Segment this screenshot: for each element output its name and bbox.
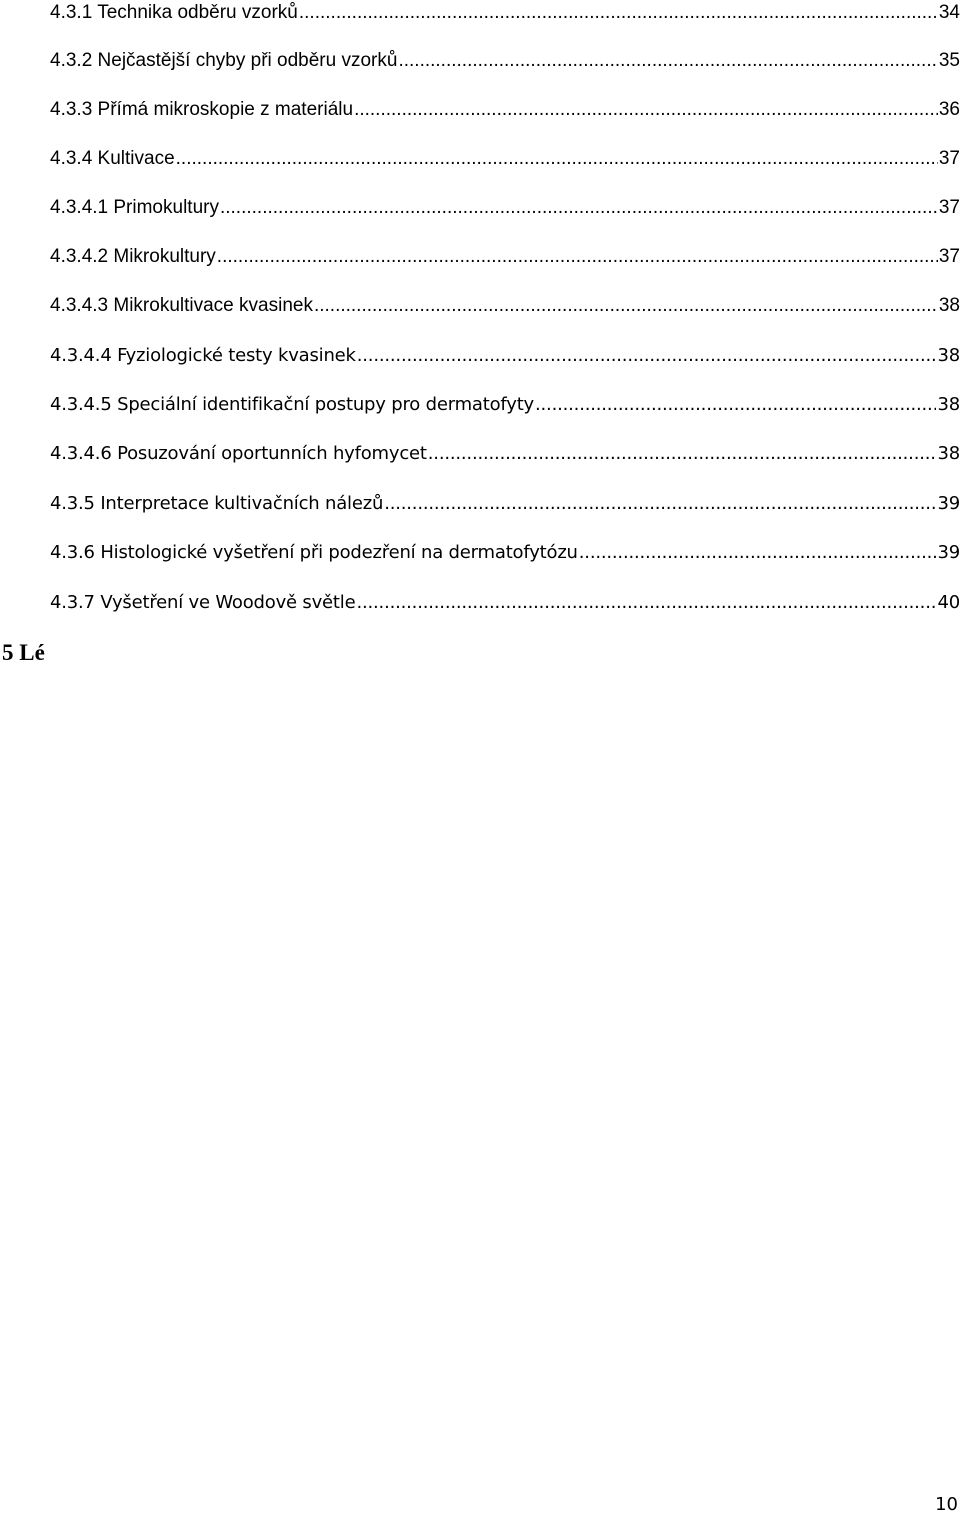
toc-entry-title: 4.3.4.2 Mikrokultury	[50, 246, 216, 267]
toc-entry-page: 38	[937, 443, 960, 464]
toc-entry[interactable]	[50, 291, 960, 321]
toc-dot-leader	[217, 242, 938, 272]
toc-dot-leader	[535, 390, 936, 420]
toc-entry-page: 37	[938, 148, 960, 169]
toc-entry-page: 36	[938, 99, 960, 120]
toc-entry[interactable]	[50, 538, 960, 568]
toc-entry-page: 37	[938, 197, 960, 218]
toc-entry-page: 38	[938, 295, 960, 316]
toc-entry[interactable]	[50, 341, 960, 371]
toc-dot-leader	[357, 341, 937, 371]
toc-entry-page: 34	[938, 2, 960, 23]
toc-entry[interactable]	[50, 242, 960, 272]
toc-entry[interactable]	[50, 390, 960, 420]
toc-entry[interactable]	[50, 439, 960, 469]
toc-entry-page: 39	[937, 542, 960, 563]
toc-entry[interactable]	[50, 144, 960, 174]
toc-entry[interactable]	[50, 193, 960, 223]
toc-entry[interactable]	[50, 0, 960, 28]
toc-entry[interactable]	[50, 489, 960, 519]
toc-dot-leader	[579, 538, 937, 568]
toc-entry-title: 4.3.6 Histologické vyšetření při podezření na dermatofytózu	[50, 542, 578, 563]
toc-entry-page: 38	[937, 394, 960, 415]
toc-entry-page: 37	[938, 246, 960, 267]
toc-entry-page: 40	[937, 592, 960, 613]
page-number: 10	[935, 1494, 958, 1515]
toc-entry-title: 4.3.4.5 Speciální identifikační postupy pro dermatofyty	[50, 394, 535, 415]
toc-dot-leader	[220, 193, 938, 223]
toc-entry-title: 4.3.4.3 Mikrokultivace kvasinek	[50, 295, 313, 316]
toc-dot-leader	[428, 439, 937, 469]
toc-entry[interactable]	[50, 46, 960, 76]
toc-entry-page: 35	[938, 50, 960, 71]
toc-entry-title: 4.3.4.1 Primokultury	[50, 197, 219, 218]
toc-dot-leader	[384, 489, 936, 519]
toc-entry-title: 4.3.4 Kultivace	[50, 148, 175, 169]
toc-entry-title: 4.3.3 Přímá mikroskopie z materiálu	[50, 99, 354, 120]
toc-entry-title: 4.3.4.4 Fyziologické testy kvasinek	[50, 345, 356, 366]
toc-entry[interactable]	[50, 588, 960, 618]
toc-dot-leader	[176, 144, 938, 174]
toc-dot-leader	[398, 46, 937, 76]
chapter-heading: 5 Lé	[2, 640, 45, 665]
toc-entry-title: 4.3.7 Vyšetření ve Woodově světle	[50, 592, 356, 613]
toc-dot-leader	[299, 0, 938, 28]
toc-entry-page: 39	[937, 493, 960, 514]
toc-dot-leader	[314, 291, 938, 321]
toc-entry-title: 4.3.5 Interpretace kultivačních nálezů	[50, 493, 384, 514]
toc-entry[interactable]	[50, 95, 960, 125]
toc-entry-title: 4.3.1 Technika odběru vzorků	[50, 2, 298, 23]
toc-entry-title: 4.3.2 Nejčastější chyby při odběru vzorků	[50, 50, 398, 71]
toc-entry-page: 38	[937, 345, 960, 366]
toc-dot-leader	[356, 588, 936, 618]
toc-dot-leader	[354, 95, 938, 125]
toc-entry-title: 4.3.4.6 Posuzování oportunních hyfomycet	[50, 443, 427, 464]
